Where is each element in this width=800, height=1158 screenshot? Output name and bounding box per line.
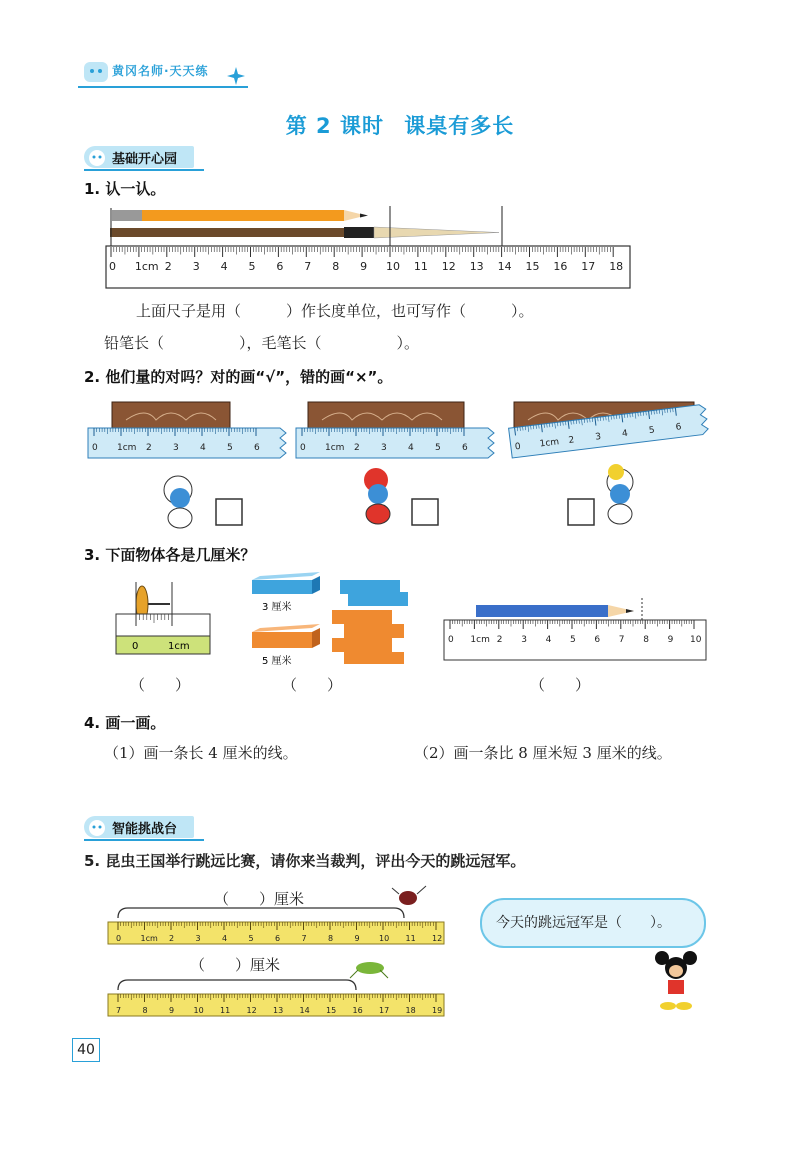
- ruler-label: 4: [220, 260, 228, 273]
- lesson-title: [0, 110, 800, 140]
- ruler-label: 4: [621, 428, 629, 440]
- smurf-1-icon: [164, 476, 192, 528]
- ruler-label: 9: [667, 635, 674, 645]
- ruler-label: 9: [169, 1006, 175, 1015]
- orange-block: [252, 624, 320, 648]
- bear-icon: [86, 147, 108, 167]
- star-icon: [226, 66, 246, 86]
- lesson-name: 课桌有多长: [404, 114, 515, 138]
- ruler-label: 2: [496, 635, 503, 645]
- ruler-label: 3: [594, 432, 602, 443]
- q2-figure: [86, 400, 716, 540]
- ruler-label: 5: [570, 635, 576, 645]
- brush: [110, 228, 366, 237]
- smurf-2-icon: [364, 468, 390, 524]
- ruler-label: 9: [354, 934, 360, 943]
- ruler-label: 1cm: [134, 260, 159, 273]
- ruler-label: 17: [379, 1006, 390, 1015]
- pin-ruler-1cm: 1cm: [168, 641, 190, 652]
- ruler-label: 12: [246, 1006, 257, 1015]
- ruler-label: 13: [469, 260, 484, 273]
- smurfette-icon: [607, 464, 633, 524]
- grasshopper-icon: [350, 962, 388, 978]
- ruler-label: 10: [193, 1006, 204, 1015]
- section-label-basic: 基础开心园: [112, 152, 178, 167]
- pencil: [112, 210, 344, 221]
- q3-answer-1: （ ）: [130, 676, 191, 694]
- ruler-label: 5: [248, 934, 254, 943]
- q1-figure: [104, 204, 634, 290]
- ruler-label: 5: [435, 443, 441, 453]
- speech-text: 今天的跳远冠军是（ ）。: [496, 915, 671, 931]
- ruler-label: 10: [379, 934, 390, 943]
- ruler-label: 3: [173, 443, 179, 453]
- ruler-label: 0: [300, 443, 306, 453]
- q3-answer-3: （ ）: [530, 676, 591, 694]
- q1-ruler: [106, 246, 630, 288]
- block-label-bottom: 5 厘米: [262, 656, 292, 666]
- ruler-label: 1cm: [539, 437, 560, 450]
- q5-title: 5. 昆虫王国举行跳远比赛，请你来当裁判，评出今天的跳远冠军。: [84, 852, 526, 870]
- q3-figure: [110, 570, 710, 666]
- ruler-label: 8: [332, 260, 340, 273]
- block-label-top: 3 厘米: [262, 602, 292, 613]
- q1-line2: 铅笔长（ ），毛笔长（ ）。: [104, 334, 420, 352]
- ruler-label: 2: [146, 443, 152, 453]
- ruler-label: 14: [299, 1006, 310, 1015]
- ruler-label: 9: [360, 260, 368, 273]
- ruler-label: 4: [545, 635, 552, 645]
- section-rule: [84, 169, 204, 171]
- ruler-label: 1cm: [140, 934, 158, 943]
- q5-label-1: （ ）厘米: [214, 890, 305, 908]
- ruler-label: 4: [408, 443, 414, 453]
- ruler-label: 7: [304, 260, 312, 273]
- lesson-number: 第 2 课时: [285, 114, 384, 138]
- ruler-label: 3: [521, 635, 527, 645]
- page-number: 40: [72, 1038, 100, 1062]
- ruler-label: 12: [441, 260, 456, 273]
- section-label-challenge: 智能挑战台: [112, 822, 178, 837]
- q2-ruler-2: [296, 428, 494, 458]
- ruler-label: 5: [648, 425, 656, 437]
- ruler-label: 2: [169, 934, 175, 943]
- ruler-label: 0: [92, 443, 98, 453]
- ruler-label: 7: [618, 635, 625, 645]
- ruler-label: 8: [142, 1006, 148, 1015]
- ruler-label: 0: [116, 934, 122, 943]
- ruler-label: 7: [301, 934, 307, 943]
- ruler-label: 11: [220, 1006, 231, 1015]
- header-brand: 黄冈名师·天天练: [112, 64, 209, 78]
- ruler-label: 7: [116, 1006, 122, 1015]
- ruler-label: 4: [200, 443, 206, 453]
- ruler-label: 11: [405, 934, 416, 943]
- ruler-label: 0: [109, 260, 116, 273]
- blue-block: [252, 572, 320, 594]
- ruler-label: 1cm: [117, 443, 137, 453]
- ruler-label: 5: [248, 260, 256, 273]
- ruler-label: 6: [254, 443, 260, 453]
- q5-figure: [104, 878, 454, 1018]
- q4-part2: （2）画一条比 8 厘米短 3 厘米的线。: [414, 744, 672, 762]
- ruler-label: 11: [413, 260, 428, 273]
- ruler-label: 6: [675, 422, 683, 433]
- ruler-label: 6: [276, 260, 284, 273]
- ruler-label: 10: [386, 260, 400, 273]
- ruler-label: 8: [328, 934, 334, 943]
- blue-pencil: [476, 605, 634, 617]
- header-rule: [78, 86, 248, 88]
- ruler-label: 10: [690, 635, 702, 645]
- q5-label-2: （ ）厘米: [190, 956, 281, 974]
- ruler-label: 16: [352, 1006, 363, 1015]
- ruler-label: 18: [405, 1006, 416, 1015]
- ruler-label: 1cm: [470, 635, 490, 645]
- q3-answer-2: （ ）: [282, 676, 343, 694]
- block-stack: [332, 580, 408, 664]
- q1-line1: 上面尺子是用（ ）作长度单位，也可写作（ ）。: [136, 302, 534, 320]
- ruler-label: 13: [273, 1006, 284, 1015]
- ruler-label: 4: [222, 934, 228, 943]
- q2-answer-box-2: [412, 499, 438, 525]
- ruler-label: 3: [381, 443, 387, 453]
- q2-answer-box-1: [216, 499, 242, 525]
- desk-1: [112, 402, 230, 428]
- ruler-label: 16: [553, 260, 568, 273]
- ruler-label: 3: [195, 934, 201, 943]
- ruler-label: 6: [462, 443, 468, 453]
- ruler-label: 19: [432, 1006, 443, 1015]
- pin-ruler-0: 0: [132, 641, 139, 652]
- ruler-label: 6: [594, 635, 601, 645]
- ruler-label: 0: [514, 441, 522, 453]
- ruler-label: 2: [567, 435, 575, 446]
- section-rule: [84, 839, 204, 841]
- ruler-label: 0: [448, 635, 454, 645]
- ruler-label: 5: [227, 443, 233, 453]
- ruler-label: 17: [581, 260, 596, 273]
- ruler-label: 15: [525, 260, 540, 273]
- beetle-icon: [392, 886, 426, 905]
- ruler-label: 12: [432, 934, 443, 943]
- q4-title: 4. 画一画。: [84, 714, 166, 732]
- q3-title: 3. 下面物体各是几厘米？: [84, 546, 256, 564]
- ruler-label: 8: [643, 635, 649, 645]
- mickey-icon: [652, 950, 700, 1012]
- q2-title: 2. 他们量的对吗？对的画“√”，错的画“×”。: [84, 368, 393, 386]
- q2-answer-box-3: [568, 499, 594, 525]
- ruler-label: 2: [354, 443, 360, 453]
- ruler-label: 1cm: [325, 443, 345, 453]
- bear-icon: [86, 817, 108, 837]
- ruler-label: 3: [192, 260, 200, 273]
- ruler-label: 15: [326, 1006, 337, 1015]
- q1-title: 1. 认一认。: [84, 180, 166, 198]
- ruler-label: 18: [609, 260, 624, 273]
- ruler-label: 6: [275, 934, 281, 943]
- q4-part1: （1）画一条长 4 厘米的线。: [104, 744, 298, 762]
- ruler-label: 2: [164, 260, 172, 273]
- q2-ruler-1: [88, 428, 286, 458]
- ruler-label: 14: [497, 260, 512, 273]
